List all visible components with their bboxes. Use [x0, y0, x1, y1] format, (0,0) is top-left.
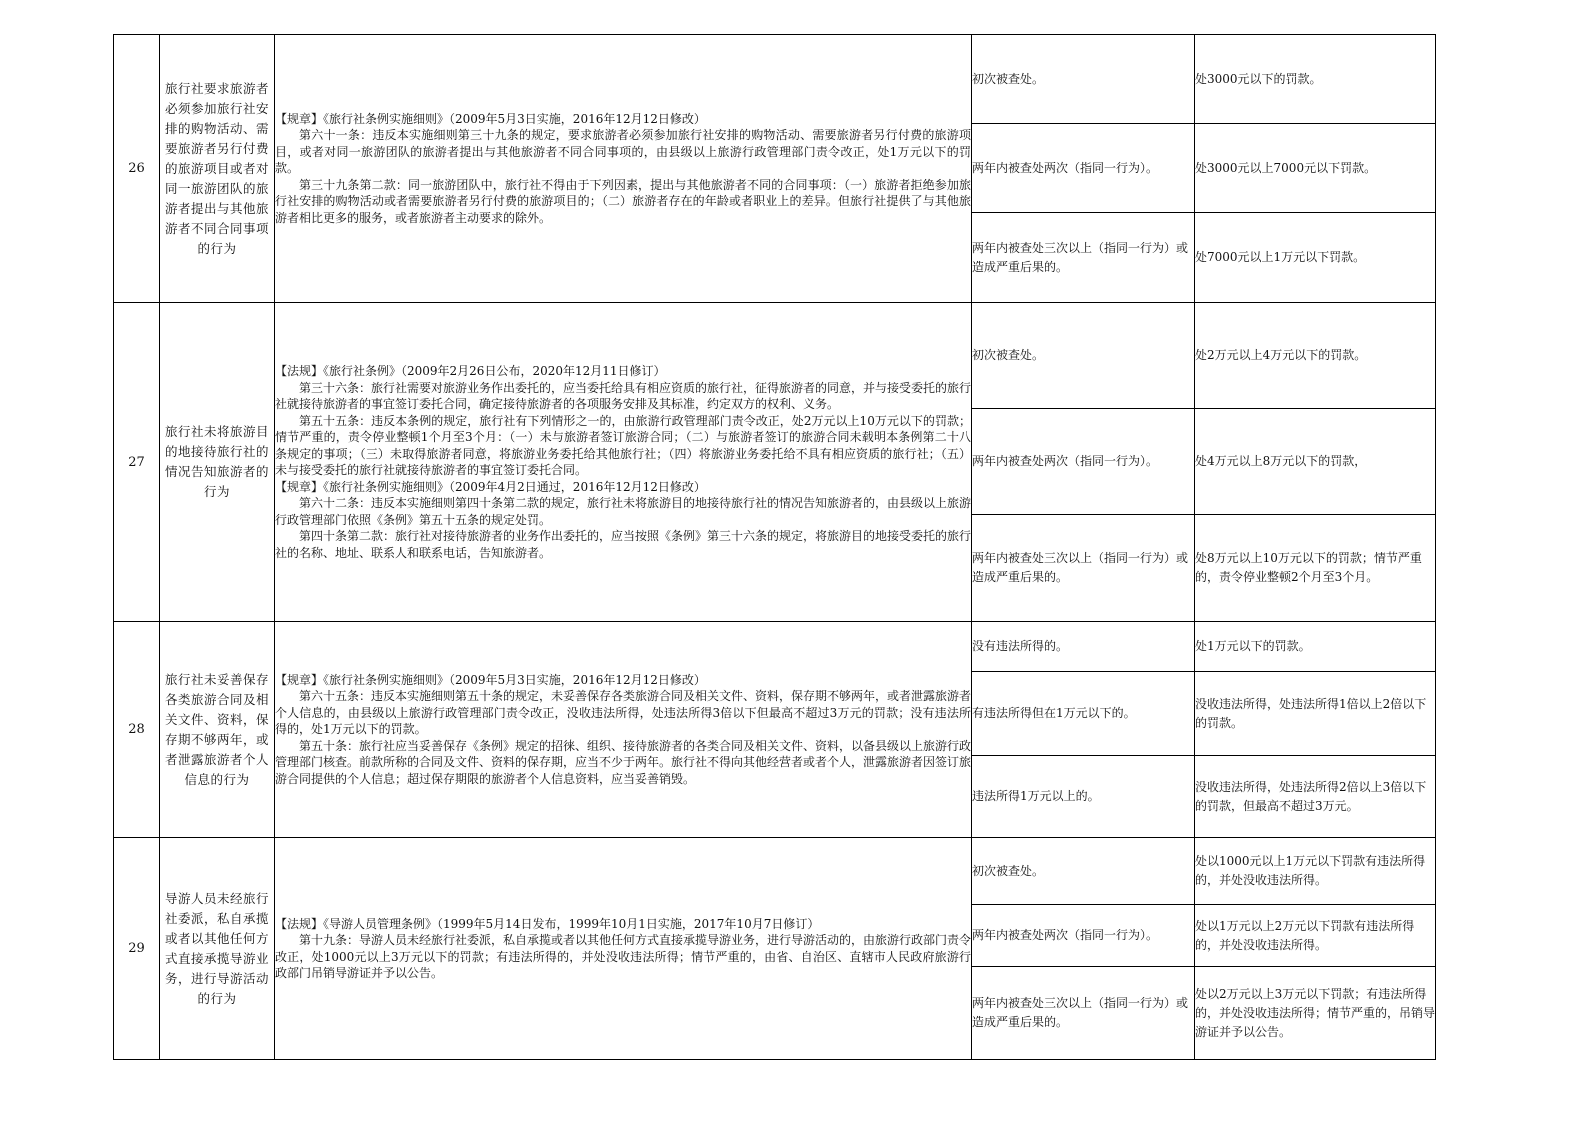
- violation-circumstance: 两年内被查处两次（指同一行为）。: [972, 409, 1195, 515]
- violation-circumstance: 两年内被查处三次以上（指同一行为）或造成严重后果的。: [972, 213, 1195, 303]
- violation-circumstance: 违法所得1万元以上的。: [972, 756, 1195, 838]
- table-row: [114, 838, 1436, 905]
- violation-description: 旅行社未妥善保存各类旅游合同及相关文件、资料，保存期不够两年，或者泄露旅游者个人信息的行为: [160, 622, 275, 838]
- penalty-standard: 处以2万元以上3万元以下罚款；有违法所得的，并处没收违法所得；情节严重的，吊销导游证并予以公告。: [1195, 967, 1436, 1060]
- table-row: [114, 622, 1436, 672]
- violation-circumstance: 两年内被查处两次（指同一行为）。: [972, 905, 1195, 967]
- row-number: 26: [114, 35, 160, 303]
- basis-paragraph: 【法规】《旅行社条例》（2009年2月26日公布，2020年12月11日修订）: [275, 364, 666, 378]
- penalty-standard: 处以1000元以上1万元以下罚款有违法所得的，并处没收违法所得。: [1195, 838, 1436, 905]
- violation-circumstance: 两年内被查处三次以上（指同一行为）或造成严重后果的。: [972, 515, 1195, 622]
- legal-basis: [275, 35, 972, 303]
- violation-description: 导游人员未经旅行社委派，私自承揽或者以其他任何方式直接承揽导游业务，进行导游活动的行为: [160, 838, 275, 1060]
- penalty-standard: 没收违法所得，处违法所得2倍以上3倍以下的罚款，但最高不超过3万元。: [1195, 756, 1436, 838]
- basis-paragraph: 【法规】《导游人员管理条例》（1999年5月14日发布，1999年10月1日实施，2017年10月7日修订）: [275, 916, 820, 931]
- row-number: 29: [114, 838, 160, 1060]
- basis-paragraph: 【规章】《旅行社条例实施细则》（2009年5月3日实施，2016年12月12日修改）: [275, 672, 706, 687]
- table-row: [114, 303, 1436, 409]
- row-number: 27: [114, 303, 160, 622]
- violation-circumstance: 初次被查处。: [972, 35, 1195, 124]
- violation-circumstance: 两年内被查处两次（指同一行为）。: [972, 124, 1195, 213]
- legal-basis: [275, 303, 972, 622]
- penalty-standard: 没收违法所得，处违法所得1倍以上2倍以下的罚款。: [1195, 672, 1436, 756]
- violation-circumstance: 没有违法所得的。: [972, 622, 1195, 672]
- violation-circumstance: 两年内被查处三次以上（指同一行为）或造成严重后果的。: [972, 967, 1195, 1060]
- violation-description: 旅行社未将旅游目的地接待旅行社的情况告知旅游者的行为: [160, 303, 275, 622]
- basis-paragraph: 第六十五条：违反本实施细则第五十条的规定，未妥善保存各类旅游合同及相关文件、资料，保存期不够两年，或者泄露旅游者个人信息的，由县级以上旅游行政管理部门责令改正，没收违法所得，处违法所得3倍以下但最高不超过3万元的罚款；没有违法所得的，处1万元以下的罚款。: [275, 689, 972, 737]
- basis-paragraph: 第三十六条：旅行社需要对旅游业务作出委托的，应当委托给具有相应资质的旅行社，征得旅游者的同意，并与接受委托的旅行社就接待旅游者的事宜签订委托合同，确定接待旅游者的各项服务安排及其标准，约定双方的权利、义务。: [275, 380, 972, 411]
- table-row: [114, 35, 1436, 124]
- penalty-standard: 处7000元以上1万元以下罚款。: [1195, 213, 1436, 303]
- penalty-standards-table: [113, 34, 1436, 1060]
- penalty-standard: 处4万元以上8万元以下的罚款，: [1195, 409, 1436, 515]
- penalty-standard: 处以1万元以上2万元以下罚款有违法所得的，并处没收违法所得。: [1195, 905, 1436, 967]
- penalty-standard: 处1万元以下的罚款。: [1195, 622, 1436, 672]
- penalty-standard: 处8万元以上10万元以下的罚款；情节严重的，责令停业整顿2个月至3个月。: [1195, 515, 1436, 622]
- penalty-standard: 处3000元以上7000元以下罚款。: [1195, 124, 1436, 213]
- violation-circumstance: 初次被查处。: [972, 838, 1195, 905]
- violation-circumstance: 初次被查处。: [972, 303, 1195, 409]
- violation-circumstance: 有违法所得但在1万元以下的。: [972, 672, 1195, 756]
- basis-paragraph: 第十九条：导游人员未经旅行社委派，私自承揽或者以其他任何方式直接承揽导游业务，进行导游活动的，由旅游行政部门责令改正，处1000元以上3万元以下的罚款；有违法所得的，并处没收违法所得；情节严重的，由省、自治区、直辖市人民政府旅游行政部门吊销导游证并予以公告。: [275, 933, 972, 980]
- basis-paragraph: 第三十九条第二款：同一旅游团队中，旅行社不得由于下列因素，提出与其他旅游者不同的合同事项：（一）旅游者拒绝参加旅行社安排的购物活动或者需要旅游者另行付费的旅游项目的；（二）旅游者存在的年龄或者职业上的差异。但旅行社提供了与其他旅游者相比更多的服务，或者旅游者主动要求的除外。: [275, 177, 971, 225]
- penalty-standard: 处3000元以下的罚款。: [1195, 35, 1436, 124]
- basis-paragraph: 第五十五条：违反本条例的规定，旅行社有下列情形之一的，由旅游行政管理部门责令改正，处2万元以上10万元以下的罚款；情节严重的，责令停业整顿1个月至3个月：（一）未与旅游者签订旅游合同；（二）与旅游者签订的旅游合同未载明本条例第二十八条规定的事项；（三）未取得旅游者同意，将旅游业务委托给其他旅行社；（四）将旅游业务委托给不具有相应资质的旅行社；（五）未与接受委托的旅行社就接待旅游者的事宜签订委托合同。: [275, 413, 971, 477]
- legal-basis: [275, 622, 972, 838]
- basis-paragraph: 第五十条：旅行社应当妥善保存《条例》规定的招徕、组织、接待旅游者的各类合同及相关文件、资料，以备县级以上旅游行政管理部门核查。前款所称的合同及文件、资料的保存期，应当不少于两年。旅行社不得向其他经营者或者个人，泄露旅游者因签订旅游合同提供的个人信息；超过保存期限的旅游者个人信息资料，应当妥善销毁。: [275, 738, 972, 786]
- basis-paragraph: 【规章】《旅行社条例实施细则》（2009年5月3日实施，2016年12月12日修改）: [275, 111, 706, 126]
- basis-paragraph: 第六十一条：违反本实施细则第三十九条的规定，要求旅游者必须参加旅行社安排的购物活动、需要旅游者另行付费的旅游项目，或者对同一旅游团队的旅游者提出与其他旅游者不同合同事项的，由县级以上旅游行政管理部门责令改正，处1万元以下的罚款。: [275, 128, 971, 176]
- basis-paragraph: 第四十条第二款：旅行社对接待旅游者的业务作出委托的，应当按照《条例》第三十六条的规定，将旅游目的地接受委托的旅行社的名称、地址、联系人和联系电话，告知旅游者。: [275, 529, 972, 560]
- basis-paragraph: 【规章】《旅行社条例实施细则》（2009年4月2日通过，2016年12月12日修改）: [275, 479, 706, 494]
- basis-paragraph: 第六十二条：违反本实施细则第四十条第二款的规定，旅行社未将旅游目的地接待旅行社的情况告知旅游者的，由县级以上旅游行政管理部门依照《条例》第五十五条的规定处罚。: [275, 496, 972, 527]
- penalty-standard: 处2万元以上4万元以下的罚款。: [1195, 303, 1436, 409]
- violation-description: 旅行社要求旅游者必须参加旅行社安排的购物活动、需要旅游者另行付费的旅游项目或者对同一旅游团队的旅游者提出与其他旅游者不同合同事项的行为: [160, 35, 275, 303]
- row-number: 28: [114, 622, 160, 838]
- legal-basis: [275, 838, 972, 1060]
